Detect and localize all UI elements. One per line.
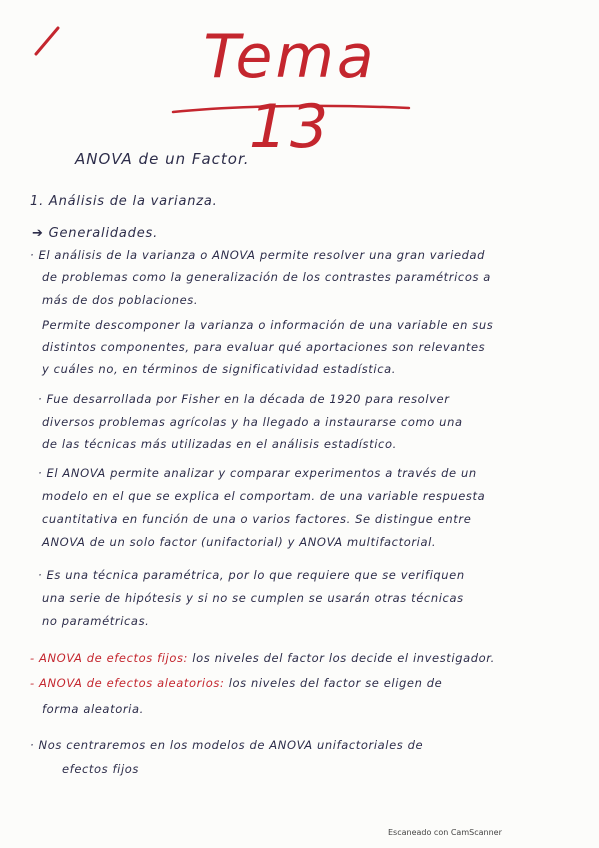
corner-slash-mark <box>32 24 62 58</box>
fixed-effects-text: los niveles del factor los decide el investigador. <box>192 651 495 665</box>
text-line: · El ANOVA permite analizar y comparar experimentos a través de un <box>38 466 477 480</box>
text-line: una serie de hipótesis y si no se cumplen se usarán otras técnicas <box>42 591 464 605</box>
title-underline <box>171 100 411 118</box>
text-line: distintos componentes, para evaluar qué aportaciones son relevantes <box>42 340 486 354</box>
text-line: Permite descomponer la varianza o información de una variable en sus <box>42 318 494 332</box>
subtitle: ANOVA de un Factor. <box>75 150 250 168</box>
fixed-effects-label: - ANOVA de efectos fijos: <box>30 651 189 665</box>
scanner-watermark: Escaneado con CamScanner <box>388 828 502 837</box>
random-effects-continuation: forma aleatoria. <box>42 702 144 716</box>
text-line: cuantitativa en función de una o varios factores. Se distingue entre <box>42 512 472 526</box>
section-heading: 1. Análisis de la varianza. <box>30 194 218 209</box>
text-line: y cuáles no, en términos de significatividad estadística. <box>42 362 397 376</box>
text-line: diversos problemas agrícolas y ha llegado a instaurarse como una <box>42 415 463 429</box>
fixed-effects-line <box>30 651 495 665</box>
title-block <box>165 22 415 162</box>
closing-line: efectos fijos <box>62 762 139 776</box>
random-effects-line <box>30 676 442 690</box>
closing-line: · Nos centraremos en los modelos de ANOVA unifactoriales de <box>30 738 424 752</box>
generalidades-heading: ➔ Generalidades. <box>32 226 159 241</box>
text-line: · El análisis de la varianza o ANOVA permite resolver una gran variedad <box>30 248 486 262</box>
text-line: más de dos poblaciones. <box>42 293 199 307</box>
random-effects-label: - ANOVA de efectos aleatorios: <box>30 676 225 690</box>
text-line: · Es una técnica paramétrica, por lo que requiere que se verifiquen <box>38 568 465 582</box>
random-effects-text: los niveles del factor se eligen de <box>228 676 443 690</box>
text-line: modelo en el que se explica el comportam. de una variable respuesta <box>42 489 486 503</box>
text-line: ANOVA de un solo factor (unifactorial) y ANOVA multifactorial. <box>42 535 437 549</box>
text-line: · Fue desarrollada por Fisher en la década de 1920 para resolver <box>38 392 450 406</box>
text-line: no paramétricas. <box>42 614 150 628</box>
page-title: Tema 13 <box>203 22 377 162</box>
text-line: de problemas como la generalización de los contrastes paramétricos a <box>42 270 491 284</box>
text-line: de las técnicas más utilizadas en el análisis estadístico. <box>42 437 397 451</box>
